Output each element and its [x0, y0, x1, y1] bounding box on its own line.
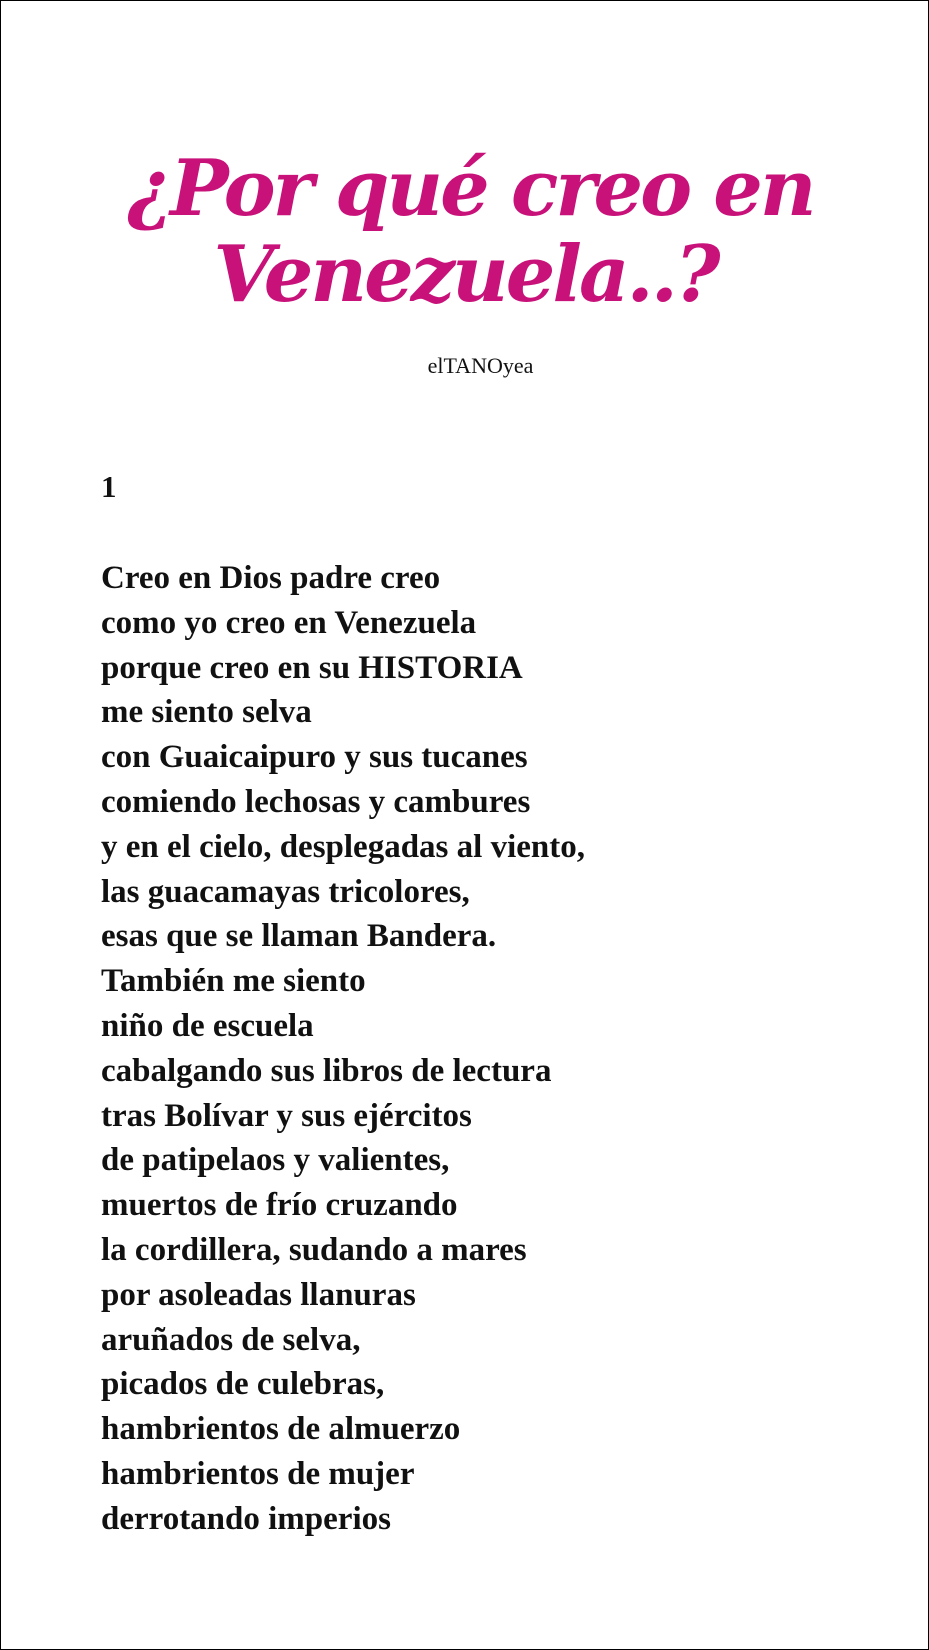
- page-title: [1, 143, 929, 320]
- poem-line: picados de culebras,: [101, 1366, 385, 1403]
- title-line-2: Venezuela..?: [213, 229, 718, 320]
- poem-line: También me siento: [101, 963, 366, 1000]
- poem-line: Creo en Dios padre creo: [101, 560, 441, 596]
- poem-line: hambrientos de almuerzo: [101, 1411, 461, 1448]
- poem-line: comiendo lechosas y cambures: [101, 783, 531, 820]
- poem-line: como yo creo en Venezuela: [101, 604, 477, 641]
- poem-line: las guacamayas tricolores,: [101, 873, 470, 910]
- poem-line: me siento selva: [101, 694, 312, 731]
- poem-line: por asoleadas llanuras: [101, 1276, 416, 1313]
- poem-line: esas que se llaman Bandera.: [101, 918, 497, 955]
- poem-body: [101, 556, 585, 1542]
- poem-line: niño de escuela: [101, 1007, 314, 1044]
- poem-line: tras Bolívar y sus ejércitos: [101, 1097, 472, 1134]
- section-number: 1: [101, 469, 117, 504]
- poem-line: la cordillera, sudando a mares: [101, 1231, 527, 1268]
- poem-line: cabalgando sus libros de lectura: [101, 1052, 552, 1089]
- title-line-1: ¿Por qué creo en: [127, 143, 814, 234]
- poem-line: con Guaicaipuro y sus tucanes: [101, 739, 528, 776]
- poem-line: muertos de frío cruzando: [101, 1187, 458, 1224]
- poem-line: aruñados de selva,: [101, 1321, 361, 1358]
- poem-line: y en el cielo, desplegadas al viento,: [101, 828, 585, 865]
- poem-line: porque creo en su HISTORIA: [101, 649, 523, 686]
- poem-line: de patipelaos y valientes,: [101, 1142, 450, 1179]
- poem-line: hambrientos de mujer: [101, 1455, 415, 1492]
- author-name: elTANOyea: [427, 353, 534, 378]
- poem-line: derrotando imperios: [101, 1500, 391, 1537]
